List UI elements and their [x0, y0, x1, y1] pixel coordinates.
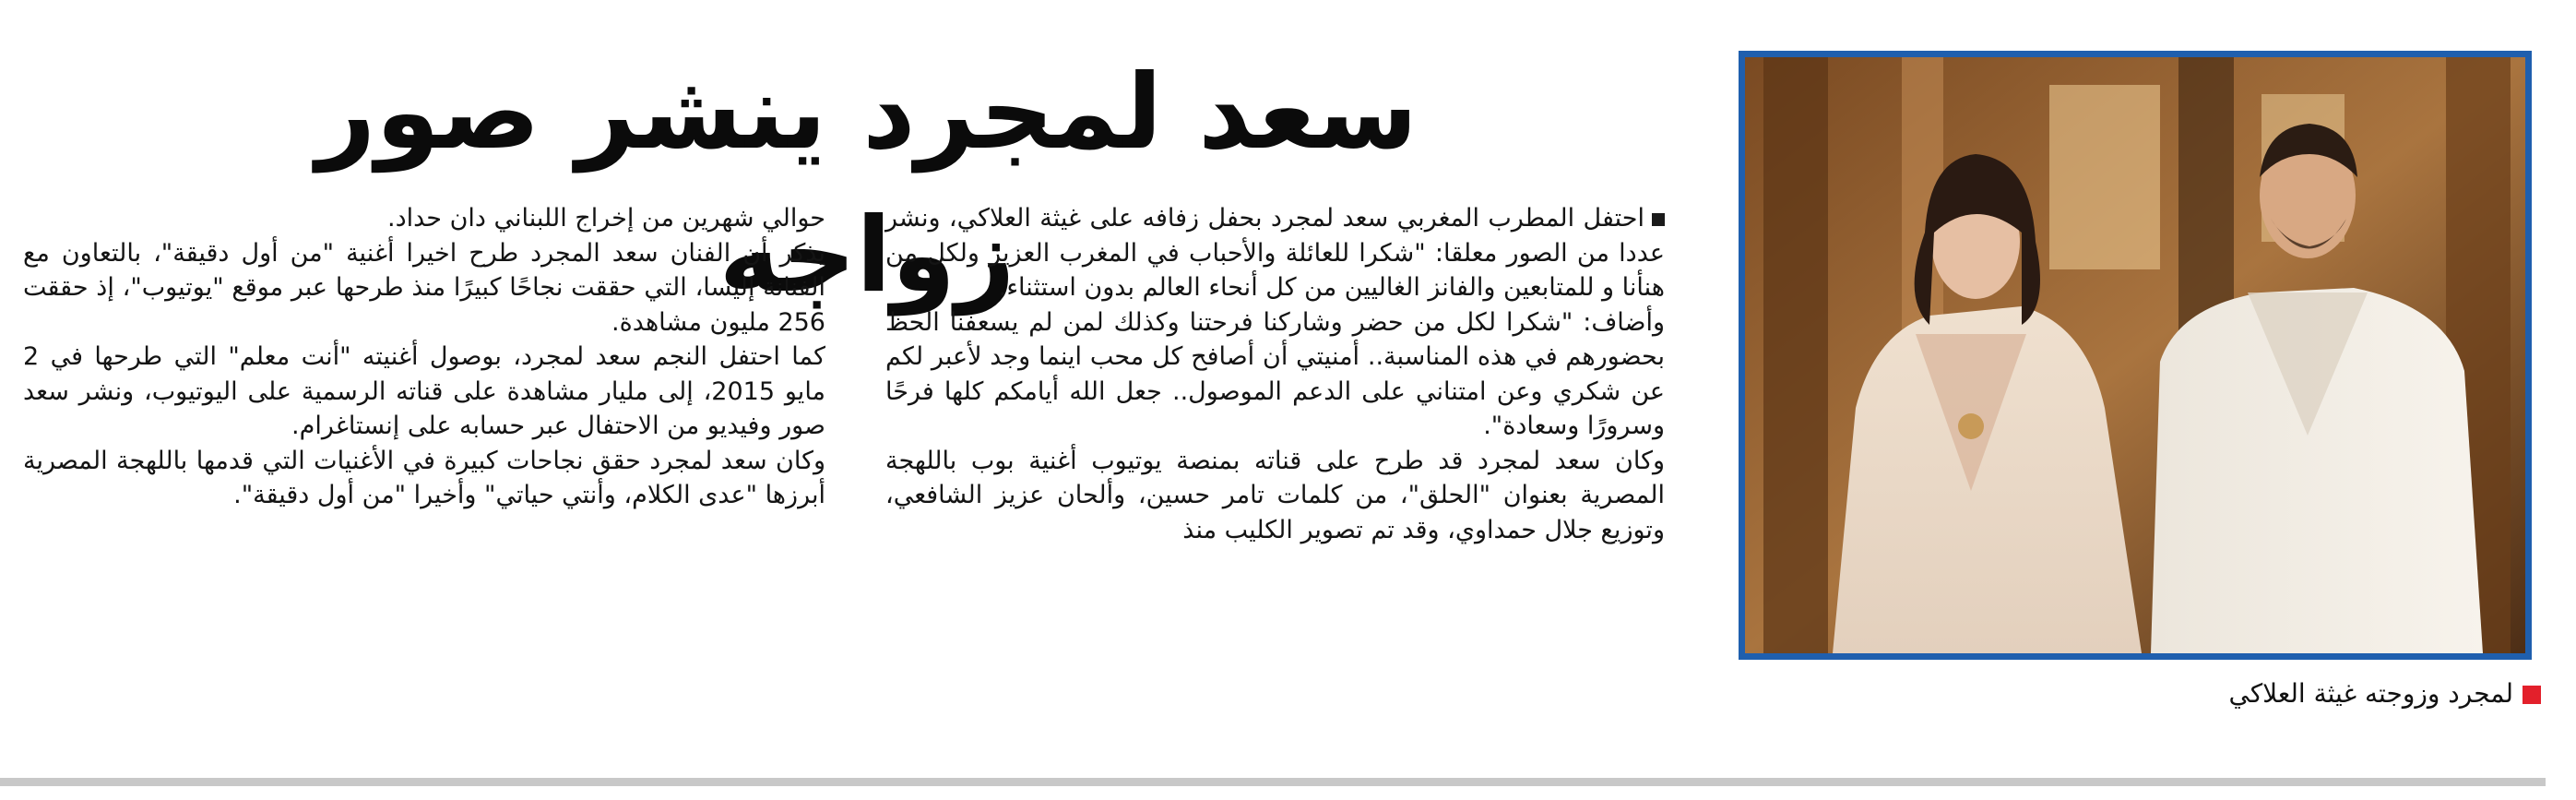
paragraph: [885, 201, 1665, 305]
caption-text: لمجرد وزوجته غيثة العلاكي: [2228, 678, 2513, 709]
caption-marker-icon: [2523, 686, 2541, 704]
article-column-left: [23, 201, 825, 727]
paragraph: حوالي شهرين من إخراج اللبناني دان حداد.: [387, 204, 825, 233]
wedding-photo: [1739, 51, 2532, 660]
wedding-photo-icon: [1745, 57, 2525, 653]
bottom-divider: [0, 778, 2546, 786]
photo-caption: [2121, 675, 2541, 712]
paragraph: وكان سعد لمجرد حقق نجاحات كبيرة في الأغنيات التي قدمها باللهجة المصرية أبرزها "عدى الكلام، وأنتي حياتي" وأخيرا "من أول دقيقة".: [23, 446, 825, 509]
bullet-square-icon: [1652, 213, 1665, 226]
headline: سعد لمجرد ينشر صور زواجه: [315, 53, 1419, 316]
paragraph-text: احتفل المطرب المغربي سعد لمجرد بحفل زفافه على غيثة العلاكي، ونشر عددا من الصور معلقا: "شكرا للعائلة والأحباب في المغرب العزيز ولكل من هنأنا و للمتابعين والفانز الغاليين من كل أنحاء العالم بدون استثناء.: [885, 204, 1665, 302]
paragraph: كما احتفل النجم سعد لمجرد، بوصول أغنيته "أنت معلم" التي طرحها في 2 مايو 2015، إلى مليار مشاهدة على قناته الرسمية على اليوتيوب، ونشر سعد صور وفيديو من الاحتفال عبر حسابه على إنستاغرام.: [23, 342, 826, 440]
paragraph: وكان سعد لمجرد قد طرح على قناته بمنصة يوتيوب أغنية بوب باللهجة المصرية بعنوان "الحلق"، من كلمات تامر حسين، وألحان عزيز الشافعي، وتوزيع جلال حمداوي، وقد تم تصوير الكليب منذ: [885, 446, 1665, 544]
article-column-right: [885, 201, 1665, 727]
paragraph: وأضاف: "شكرا لكل من حضر وشاركنا فرحتنا وكذلك لمن لم يسعفنا الحظ بحضورهم في هذه المناسبة.. أمنيتي أن أصافح كل محب اينما وجد لأعبر لكم عن شكري وعن امتناني على الدعم الموصول.. جعل الله أيامكم كلها فرحًا وسرورًا وسعادة".: [885, 307, 1665, 440]
paragraph: يذكر أن الفنان سعد المجرد طرح اخيرا أغنية "من أول دقيقة"، بالتعاون مع الفنانة إليسا، التي حققت نجاحًا كبيرًا منذ طرحها عبر موقع "يوتيوب"، إذ حققت 256 مليون مشاهدة.: [23, 238, 825, 337]
